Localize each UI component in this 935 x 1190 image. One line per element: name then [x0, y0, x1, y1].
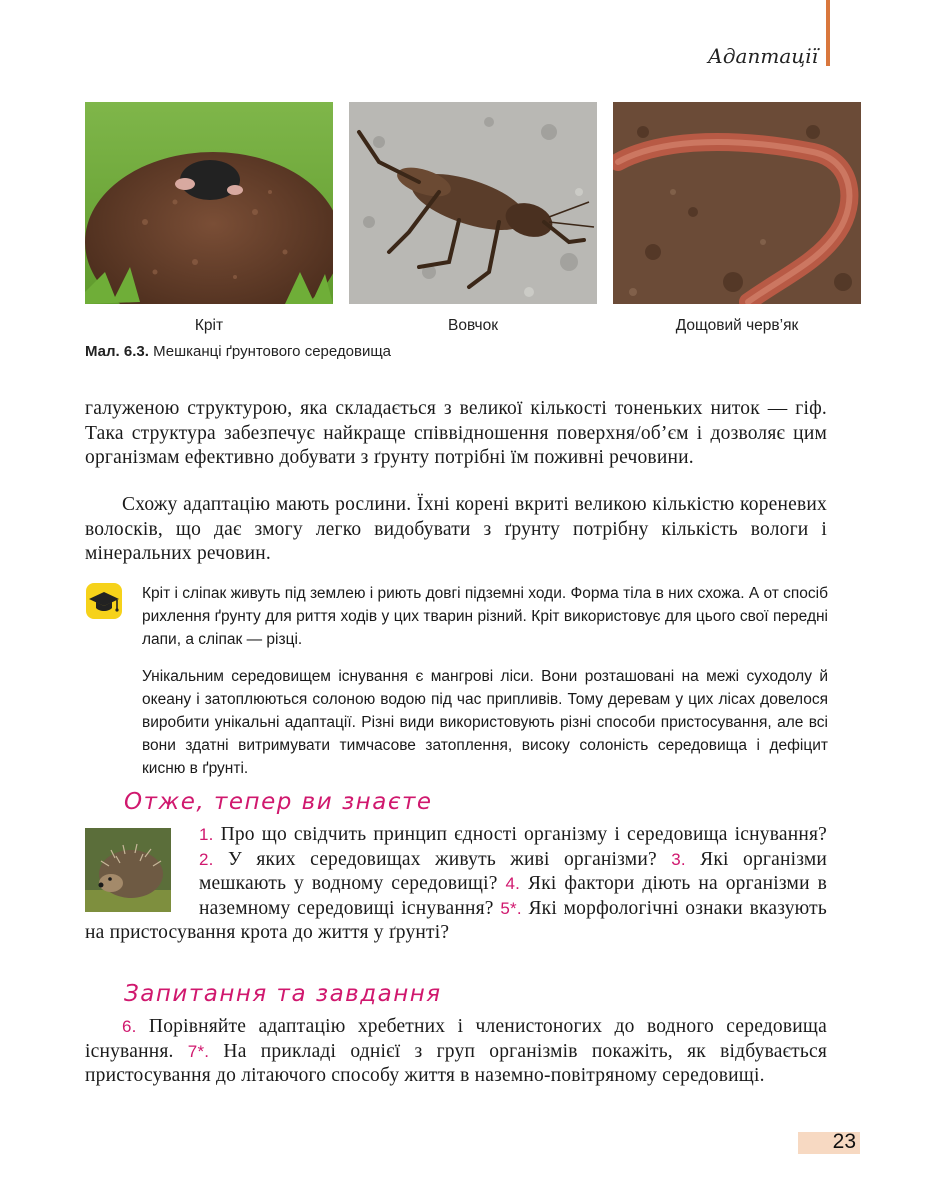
page-number: 23	[832, 1130, 856, 1153]
info-note: Унікальним середовищем існування є мангрові ліси. Вони розташовані на межі суходолу й океану і затоплюються солоною водою під час припливів. Тому деревам у цих лісах довелося виробити унікальні адаптації. Різні види використовують різні способи пристосування, але всі вони здатні витримувати тимчасове затоплення, високу солоність середовища і дефіцит кисню в ґрунті.	[142, 668, 828, 777]
question-number: 2.	[199, 849, 214, 869]
summary-heading: Отже, тепер ви знаєте	[124, 789, 433, 815]
question-text: Про що свідчить принцип єдності організму і середовища існування?	[220, 824, 828, 845]
summary-questions	[85, 823, 827, 946]
caption-earthworm: Дощовий черв’як	[675, 317, 799, 334]
figure-caption-text: Мешканці ґрунтового середовища	[153, 343, 392, 360]
mole-photo	[85, 102, 333, 304]
question-number: 1.	[199, 825, 214, 844]
body-paragraph: галуженою структурою, яка складається з великої кількості тоненьких ниток — гіф. Така структура забезпечує найкраще співвідношення поверхня/об’єм і дозволяє цим організмам ефективно добувати з ґрунту потрібні їм поживні речовини.	[85, 398, 827, 468]
question-text: На прикладі однієї з груп організмів покажіть, як відбувається пристосування до літаючого способу життя в наземно-повітряному середовищі.	[85, 1040, 827, 1086]
question-text: У яких середовищах живуть живі організми?	[227, 848, 657, 870]
mole-cricket-photo	[349, 102, 597, 304]
caption-mole-cricket: Вовчок	[448, 317, 498, 334]
question-number: 6.	[122, 1017, 137, 1036]
task-questions	[85, 1015, 827, 1089]
header-accent-bar	[826, 0, 830, 66]
body-paragraph: Схожу адаптацію мають рослини. Їхні корені вкриті великою кількістю кореневих волосків, що дає змогу легко видобувати з ґрунту потрібну кількість вологи і мінеральних речовин.	[85, 494, 827, 564]
question-number: 4.	[505, 874, 521, 893]
earthworm-photo	[613, 102, 861, 304]
graduation-cap-icon	[86, 583, 122, 619]
figure-caption	[85, 343, 391, 360]
question-text: Які морфологічні ознаки вказують на пристосування крота до життя у ґрунті?	[85, 897, 827, 943]
figure-number: Мал. 6.3.	[85, 343, 149, 360]
questions-heading: Запитання та завдання	[124, 981, 442, 1007]
info-note: Кріт і сліпак живуть під землею і риють довгі підземні ходи. Форма тіла в них схожа. А от спосіб рихлення ґрунту для риття ходів у цих тварин різний. Кріт використовує для цього свої передні лапи, а сліпак — різці.	[142, 585, 828, 648]
question-text: Які фактори діють на організми в наземному середовищі існування?	[199, 873, 828, 919]
question-text: Порівняйте адаптацію хребетних і членистоногих до водного середовища існування.	[85, 1016, 827, 1062]
question-number: 7*.	[187, 1041, 210, 1061]
running-title: Адаптації	[707, 44, 818, 68]
caption-mole: Кріт	[194, 317, 224, 334]
question-text: Які організми мешкають у водному середовищі?	[199, 848, 828, 894]
question-number: 5*.	[500, 898, 522, 918]
question-number: 3.	[671, 849, 686, 869]
